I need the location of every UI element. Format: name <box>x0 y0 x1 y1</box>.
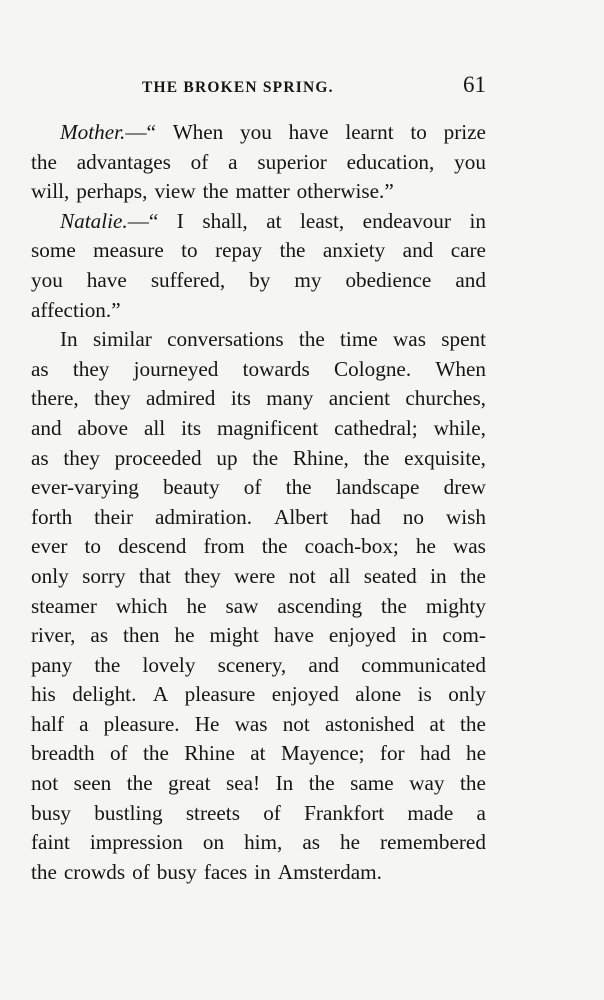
word: have <box>288 120 329 144</box>
word: was <box>452 534 486 559</box>
text-line <box>31 562 486 592</box>
word: for <box>379 741 405 766</box>
word: will, <box>31 179 70 204</box>
word: landscape <box>335 475 420 500</box>
word: not <box>31 771 59 796</box>
text-line <box>31 118 486 148</box>
word: as <box>31 356 49 381</box>
word: seen <box>73 771 112 796</box>
word: might <box>209 623 259 648</box>
word: the <box>381 593 407 618</box>
word: of <box>190 149 209 174</box>
word: no <box>402 504 424 529</box>
word: to <box>181 238 198 263</box>
text-line <box>31 266 486 296</box>
word: the <box>460 711 486 736</box>
word: beauty <box>163 475 220 500</box>
word: When <box>172 120 224 144</box>
word: Rhine <box>184 741 235 766</box>
body-text <box>31 118 486 887</box>
word: exquisite, <box>404 445 486 470</box>
word: and <box>402 238 434 263</box>
word: some <box>31 238 76 263</box>
word: while, <box>433 415 486 440</box>
word: learnt <box>345 120 394 144</box>
text-line <box>31 444 486 474</box>
word: a <box>476 800 486 825</box>
text-line <box>31 148 486 178</box>
word: my <box>294 267 322 292</box>
word: ascending <box>277 593 363 618</box>
word: Albert <box>274 504 329 529</box>
word: forth <box>31 504 73 529</box>
word: was <box>393 327 426 352</box>
word: him, <box>244 830 283 855</box>
word: the <box>460 771 486 796</box>
word: he <box>340 830 361 855</box>
word: had <box>420 741 451 766</box>
word: only <box>448 682 486 707</box>
word: then <box>123 623 160 648</box>
word: way <box>409 771 445 796</box>
word: ancient <box>328 386 390 411</box>
word: care <box>450 238 486 263</box>
word: perhaps, <box>76 179 148 204</box>
word: impression <box>89 830 183 855</box>
word: scenery, <box>217 652 287 677</box>
word: made <box>407 800 454 825</box>
word: drew <box>443 475 486 500</box>
text-line <box>31 680 486 710</box>
word: the <box>126 771 153 796</box>
word: above <box>77 415 129 440</box>
word: its <box>230 386 251 411</box>
word: he <box>174 623 195 648</box>
text-line <box>31 207 486 237</box>
word: the <box>31 149 57 174</box>
word: of <box>109 741 128 766</box>
word: delight. <box>72 682 137 707</box>
word: by <box>249 267 271 292</box>
word: up <box>216 445 238 470</box>
word: in <box>410 623 428 648</box>
running-title: THE BROKEN SPRING. <box>142 79 334 96</box>
page-number: 61 <box>463 72 486 97</box>
text-line <box>31 592 486 622</box>
text-line <box>31 503 486 533</box>
word: busy <box>156 859 197 884</box>
word: he <box>465 741 486 766</box>
word: not <box>288 563 316 588</box>
word: least, <box>300 208 345 233</box>
text-line <box>31 325 486 355</box>
word: saw <box>225 593 259 618</box>
word: of <box>132 859 150 884</box>
word: the <box>142 741 169 766</box>
word: descend <box>118 534 187 559</box>
word: to <box>84 534 102 559</box>
word: and <box>455 267 486 292</box>
text-line <box>31 739 486 769</box>
word: Amsterdam. <box>277 859 382 884</box>
word: superior <box>257 149 327 174</box>
word: his <box>31 682 56 707</box>
word: which <box>115 593 168 618</box>
word: in <box>469 208 486 233</box>
word: its <box>181 415 202 440</box>
word: they <box>72 356 110 381</box>
word: sea! <box>225 771 261 796</box>
word: In <box>60 327 78 352</box>
word: remembered <box>380 830 486 855</box>
text-line <box>31 621 486 651</box>
word: the <box>261 534 288 559</box>
speaker-name: Mother. <box>60 120 126 144</box>
word: great <box>168 771 211 796</box>
word: the <box>285 475 312 500</box>
word: had <box>350 504 381 529</box>
word: is <box>417 682 432 707</box>
word: astonished <box>324 711 415 736</box>
word: have <box>86 267 127 292</box>
word: steamer <box>31 593 97 618</box>
word: same <box>350 771 394 796</box>
word: river, <box>31 623 76 648</box>
text-line <box>31 355 486 385</box>
word: journeyed <box>133 356 219 381</box>
word: they <box>184 563 221 588</box>
word: Frankfort <box>304 800 385 825</box>
word: I <box>176 208 184 233</box>
word: magnificent <box>217 415 319 440</box>
text-line <box>31 177 486 207</box>
word: faint <box>31 830 70 855</box>
word: admiration. <box>154 504 253 529</box>
word: alone <box>355 682 402 707</box>
word: you <box>31 267 63 292</box>
word: seated <box>363 563 417 588</box>
word: at <box>429 711 445 736</box>
word: view <box>154 179 196 204</box>
word: the <box>308 771 335 796</box>
word: bustling <box>94 800 163 825</box>
word: in <box>430 563 447 588</box>
word: all <box>144 415 166 440</box>
word: many <box>266 386 314 411</box>
word: Rhine, <box>292 445 349 470</box>
word: measure <box>93 238 164 263</box>
speaker-dash: —“ <box>125 120 156 144</box>
word: ever <box>31 534 68 559</box>
word: cathedral; <box>334 415 418 440</box>
word: breadth <box>31 741 95 766</box>
word: as <box>302 830 320 855</box>
word: the <box>363 445 390 470</box>
word: crowds <box>63 859 126 884</box>
word: as <box>31 445 49 470</box>
text-line <box>31 769 486 799</box>
word: suffered, <box>150 267 226 292</box>
word: you <box>240 120 272 144</box>
word: wish <box>445 504 486 529</box>
word: there, <box>31 386 79 411</box>
word: Cologne. <box>334 356 412 381</box>
word: of <box>263 800 281 825</box>
word: busy <box>31 800 72 825</box>
word: sorry <box>82 563 126 588</box>
word: and <box>31 415 62 440</box>
word: towards <box>242 356 310 381</box>
word: a <box>228 149 238 174</box>
word: on <box>202 830 225 855</box>
word: the <box>279 238 306 263</box>
word: prize <box>443 120 486 144</box>
word: com- <box>442 623 486 648</box>
word: Mayence; <box>280 741 365 766</box>
word: communicated <box>361 652 486 677</box>
word: he <box>415 534 436 559</box>
word: enjoyed <box>271 682 339 707</box>
word: pany <box>31 652 73 677</box>
word: admired <box>145 386 216 411</box>
text-line <box>31 414 486 444</box>
word: churches, <box>405 386 486 411</box>
word: In <box>275 771 294 796</box>
word: a <box>79 711 89 736</box>
text-line <box>31 236 486 266</box>
text-line <box>31 384 486 414</box>
word: the <box>252 445 279 470</box>
text-line <box>31 532 486 562</box>
word: affection.” <box>31 297 121 322</box>
word: all <box>329 563 351 588</box>
text-line <box>31 710 486 740</box>
word: at <box>266 208 282 233</box>
text-line <box>31 296 486 326</box>
word: were <box>234 563 276 588</box>
word: A <box>152 682 169 707</box>
word: ever-varying <box>31 475 139 500</box>
word: enjoyed <box>328 623 396 648</box>
word: the <box>202 179 229 204</box>
word: shall, <box>202 208 248 233</box>
word <box>60 207 158 237</box>
word: time <box>340 327 378 352</box>
word: conversations <box>167 327 284 352</box>
word: at <box>250 741 266 766</box>
word: faces <box>203 859 248 884</box>
word: pleasure <box>184 682 256 707</box>
word: spent <box>441 327 486 352</box>
word: their <box>94 504 133 529</box>
word: otherwise.” <box>296 179 394 204</box>
word: you <box>454 149 486 174</box>
word: pleasure. <box>103 711 180 736</box>
word: advantages <box>76 149 171 174</box>
text-line <box>31 651 486 681</box>
text-line <box>31 858 486 888</box>
word: education, <box>346 149 435 174</box>
word: anxiety <box>322 238 386 263</box>
word: was <box>234 711 268 736</box>
word <box>60 118 156 148</box>
word: When <box>435 356 486 381</box>
word: from <box>203 534 245 559</box>
word: coach-box; <box>304 534 399 559</box>
word: the <box>31 859 57 884</box>
text-line <box>31 799 486 829</box>
word: the <box>298 327 325 352</box>
word: have <box>273 623 314 648</box>
text-line <box>31 473 486 503</box>
word: only <box>31 563 69 588</box>
word: mighty <box>425 593 486 618</box>
word: matter <box>235 179 290 204</box>
word: as <box>90 623 109 648</box>
word: they <box>94 386 131 411</box>
word: they <box>63 445 100 470</box>
word: streets <box>185 800 240 825</box>
word: similar <box>92 327 152 352</box>
word: to <box>410 120 427 144</box>
word: proceeded <box>114 445 202 470</box>
word: endeavour <box>362 208 451 233</box>
word: not <box>282 711 310 736</box>
word: that <box>139 563 171 588</box>
word: He <box>194 711 220 736</box>
page-header <box>60 72 486 102</box>
word: and <box>308 652 340 677</box>
speaker-name: Natalie. <box>60 208 128 233</box>
word: repay <box>215 238 263 263</box>
word: half <box>31 711 64 736</box>
word: obedience <box>345 267 432 292</box>
word: the <box>94 652 121 677</box>
word: of <box>243 475 262 500</box>
word: the <box>460 563 486 588</box>
text-line <box>31 828 486 858</box>
word: he <box>186 593 207 618</box>
word: in <box>254 859 271 884</box>
word: lovely <box>142 652 196 677</box>
speaker-dash: —“ <box>127 208 159 233</box>
